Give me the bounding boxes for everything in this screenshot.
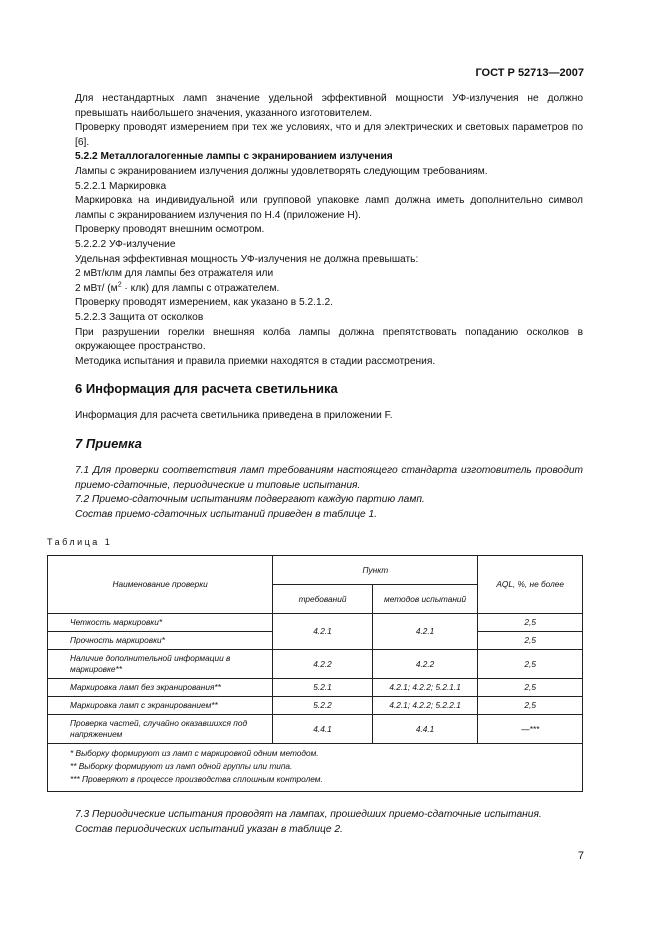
col-header-punkt: Пункт — [273, 556, 478, 585]
table-note: * Выборку формируют из ламп с маркировкой одним методом. — [70, 748, 319, 759]
merged-meth-cell: 4.2.1 — [372, 614, 478, 650]
paragraph: Методика испытания и правила приемки находятся в стадии рассмотрения. — [75, 355, 436, 367]
table-row: Наличие дополнительной информации в маркировке** 4.2.2 4.2.2 2,5 — [48, 650, 583, 679]
section-heading-6: 6 Информация для расчета светильника — [75, 381, 338, 397]
paragraph: 7.1 Для проверки соответствия ламп требованиям настоящего стандарта изготовитель проводит приемо-сдаточные, периодические и типовые испытания. — [75, 465, 583, 491]
table-note: *** Проверяют в процессе производства сплошным контролем. — [70, 774, 323, 785]
col-header-aql: AQL, %, не более — [478, 556, 583, 614]
table-row: Четкость маркировки* 4.2.1 4.2.1 2,5 — [48, 614, 583, 632]
table-notes — [48, 744, 583, 792]
paragraph: Состав периодических испытаний указан в таблице 2. — [75, 823, 343, 835]
table-1 — [47, 555, 583, 792]
merged-req-cell: 4.2.1 — [273, 614, 373, 650]
section-heading-7: 7 Приемка — [75, 436, 142, 452]
table-row: Маркировка ламп с экранированием** 5.2.2 4.2.1; 4.2.2; 5.2.2.1 2,5 — [48, 697, 583, 715]
paragraph: Для нестандартных ламп значение удельной эффективной мощности УФ-излучения не должно превышать наибольшего значения, указанного изготовителем. — [75, 93, 583, 119]
subsection-heading: 5.2.2.1 Маркировка — [75, 180, 167, 192]
page-number: 7 — [577, 850, 584, 862]
col-header-meth: методов испытаний — [372, 585, 478, 614]
page-content — [47, 92, 583, 837]
list-line: 2 мВт/клм для лампы без отражателя или — [75, 268, 274, 280]
paragraph: Состав приемо-сдаточных испытаний приведен в таблице 1. — [75, 508, 378, 520]
paragraph: Информация для расчета светильника приведена в приложении F. — [75, 409, 393, 421]
paragraph: Лампы с экранированием излучения должны удовлетворять следующим требованиям. — [75, 165, 488, 177]
paragraph: Удельная эффективная мощность УФ-излучения не должна превышать: — [75, 253, 419, 265]
paragraph: Маркировка на индивидуальной или групповой упаковке ламп должна иметь дополнительно символ лампы с экранированием излучения по Н.4 (приложение Н). — [75, 195, 583, 221]
col-header-req: требований — [273, 585, 373, 614]
section-heading-5-2-2: 5.2.2 Металлогалогенные лампы с экранированием излучения — [75, 151, 393, 163]
table-row: Маркировка ламп без экранирования** 5.2.1 4.2.1; 4.2.2; 5.2.1.1 2,5 — [48, 679, 583, 697]
paragraph: Проверку проводят внешним осмотром. — [75, 224, 265, 236]
col-header-name: Наименование проверки — [48, 556, 273, 614]
subsection-heading: 5.2.2.3 Защита от осколков — [75, 311, 204, 323]
table-row: Проверка частей, случайно оказавшихся под напряжением 4.4.1 4.4.1 —*** — [48, 715, 583, 744]
list-line: 2 мВт/ $(м^2 \cdot клк)$ для лампы с отражателем. — [75, 281, 280, 294]
table-note: ** Выборку формируют из ламп одной группы или типа. — [70, 761, 293, 772]
table-row: Прочность маркировки* 2,5 — [48, 632, 583, 650]
subsection-heading: 5.2.2.2 УФ-излучение — [75, 238, 176, 250]
paragraph: При разрушении горелки внешняя колба лампы должна препятствовать попаданию осколков в окружающее пространство. — [75, 326, 583, 353]
paragraph: 7.3 Периодические испытания проводят на лампах, прошедших приемо-сдаточные испытания. — [75, 809, 542, 821]
paragraph: Проверку проводят измерением при тех же условиях, что и для электрических и световых параметров по [6]. — [75, 122, 583, 148]
document-header: ГОСТ Р 52713—2007 — [475, 67, 584, 79]
table-label: Таблица 1 — [47, 537, 113, 548]
paragraph: Проверку проводят измерением, как указано в 5.2.1.2. — [75, 297, 333, 309]
paragraph: 7.2 Приемо-сдаточным испытаниям подвергают каждую партию ламп. — [75, 494, 425, 506]
